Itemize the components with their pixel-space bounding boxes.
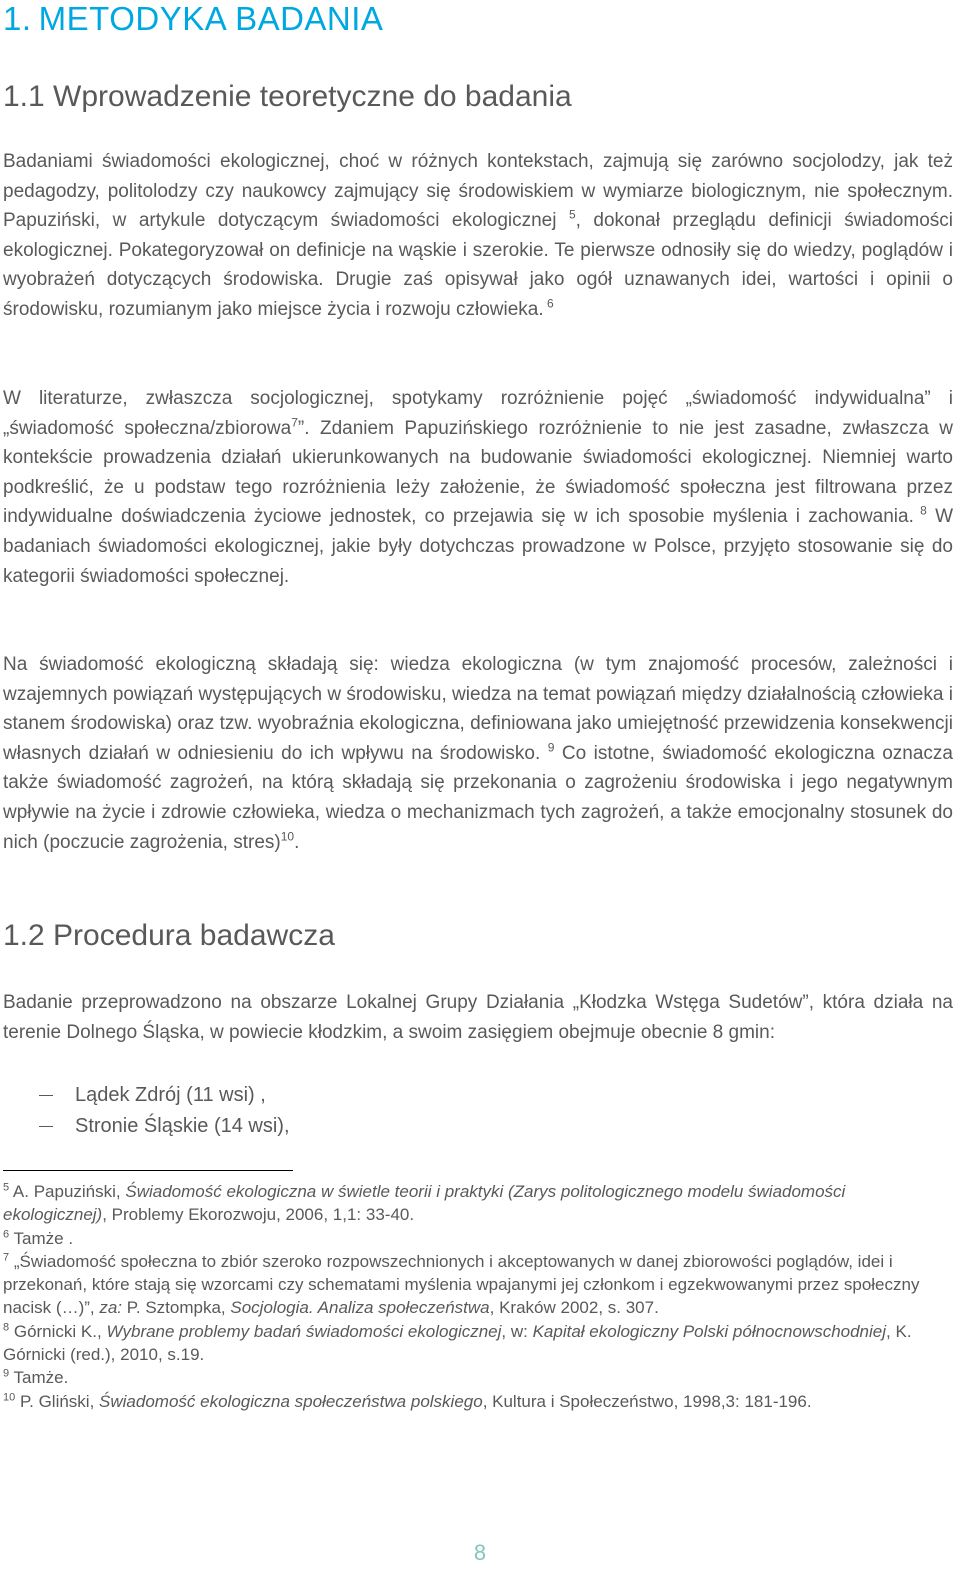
footnote-ref-6[interactable]: 6 — [543, 296, 554, 311]
footnote-ref-8[interactable]: 8 — [913, 504, 927, 519]
municipality-list — [3, 1080, 953, 1142]
footnote-5: $^5$ A. Papuziński, Świadomość ekologiczna w świetle teorii i praktyki (Zarys politologicznego modelu świadomości ekologicznej), Problemy Ekorozwoju, 2006, 1,1: 33-40. — [3, 1181, 846, 1225]
list-item: Lądek Zdrój (11 wsi) , — [3, 1080, 953, 1111]
section-1-1-title: 1.1 Wprowadzenie teoretyczne do badania — [3, 80, 572, 113]
footnote-ref-10[interactable]: 10 — [280, 829, 295, 844]
footnote-6: $^6$ Tamże . — [3, 1227, 74, 1248]
footnote-ref-5[interactable]: 5 — [568, 207, 576, 222]
section-1-1-paragraph-2: W literaturze, zwłaszcza socjologicznej, spotykamy rozróżnienie pojęć „świadomość indywidualna” i „świadomość społeczna/zbiorowa$^7$”. Zdaniem Papuzińskiego rozróżnienie to nie jest zasadne, zwłaszcza w kontekście prowadzenia działań ukierunkowanych na budowanie świadomości ekologicznej. Niemniej warto podkreślić, że u podstaw tego rozróżnienia leży założenie, że świadomość społeczna jest filtrowana przez indywidualne doświadczenia życiowe jednostek, co przejawia się w ich sposobie myślenia i zachowania. $^8$ W badaniach świadomości ekologicznej, jakie były dotychczas prowadzone w Polsce, przyjęto stosowanie się do kategorii świadomości społecznej. — [3, 388, 954, 587]
footnote-separator — [3, 1170, 293, 1171]
footnote-9: $^9$ Tamże. — [3, 1367, 69, 1388]
dash-bullet-icon — [39, 1095, 53, 1096]
section-1-2-title: 1.2 Procedura badawcza — [3, 919, 335, 952]
list-item: Stronie Śląskie (14 wsi), — [3, 1111, 953, 1142]
dash-bullet-icon — [39, 1126, 53, 1127]
section-1-2-paragraph-1: Badanie przeprowadzono na obszarze Lokalnej Grupy Działania „Kłodzka Wstęga Sudetów”, która działa na terenie Dolnego Śląska, w powiecie kłodzkim, a swoim zasięgiem obejmuje obecnie 8 gmin: — [3, 992, 953, 1043]
section-1-1-paragraph-1: Badaniami świadomości ekologicznej, choć w różnych kontekstach, zajmują się zarówno socjolodzy, jak też pedagodzy, politolodzy czy naukowcy zajmujący się środowiskiem w wymiarze biologicznym, nie społecznym. Papuziński, w artykule dotyczącym świadomości ekologicznej $^5$, dokonał przeglądu definicji świadomości ekologicznej. Pokategoryzował on definicje na wąskie i szerokie. Te pierwsze odnosiły się do wiedzy, poglądów i wyobrażeń dotyczących środowiska. Drugie zaś opisywał jako ogół uznawanych idei, wartości i opinii o środowisku, rozumianym jako miejsce życia i rozwoju człowieka. $^6$ — [3, 151, 953, 320]
footnote-7: $^7$ „Świadomość społeczna to zbiór szeroko rozpowszechnionych i akceptowanych w danej zbiorowości poglądów, idei i przekonań, które stają się wzorcami czy schematami myślenia wpajanymi jej członkom i egzekwowanymi przez społeczny nacisk (…)”, za: P. Sztompka, Socjologia. Analiza społeczeństwa, Kraków 2002, s. 307. — [3, 1251, 920, 1318]
footnote-8: $^8$ Górnicki K., Wybrane problemy badań świadomości ekologicznej, w: Kapitał ekologiczny Polski północnowschodniej, K. Górnicki (red.), 2010, s.19. — [3, 1321, 912, 1365]
page-number: 8 — [473, 1540, 487, 1565]
section-1-1-paragraph-3: Na świadomość ekologiczną składają się: wiedza ekologiczna (w tym znajomość procesów, zależności i wzajemnych powiązań występujących w środowisku, wiedza na temat powiązań między działalnością człowieka i stanem środowiska) oraz tzw. wyobraźnia ekologiczna, definiowana jako umiejętność przewidzenia konsekwencji własnych działań w odniesieniu do ich wpływu na środowisko. $^9$ Co istotne, świadomość ekologiczna oznacza także świadomość zagrożeń, na którą składają się przekonania o zagrożeniu środowiska i jego negatywnym wpływie na życie i zdrowie człowieka, wiedza o mechanizmach tych zagrożeń, a także emocjonalny stosunek do nich (poczucie zagrożenia, stres)$^{10}$. — [3, 654, 953, 853]
chapter-heading: 1. METODYKA BADANIA — [3, 0, 384, 37]
footnotes — [3, 1180, 938, 1413]
footnote-10: $^{10}$ P. Gliński, Świadomość ekologiczna społeczeństwa polskiego, Kultura i Społeczeństwo, 1998,3: 181-196. — [3, 1391, 812, 1411]
footnote-ref-9[interactable]: 9 — [547, 740, 555, 755]
footnote-ref-7[interactable]: 7 — [291, 415, 298, 430]
